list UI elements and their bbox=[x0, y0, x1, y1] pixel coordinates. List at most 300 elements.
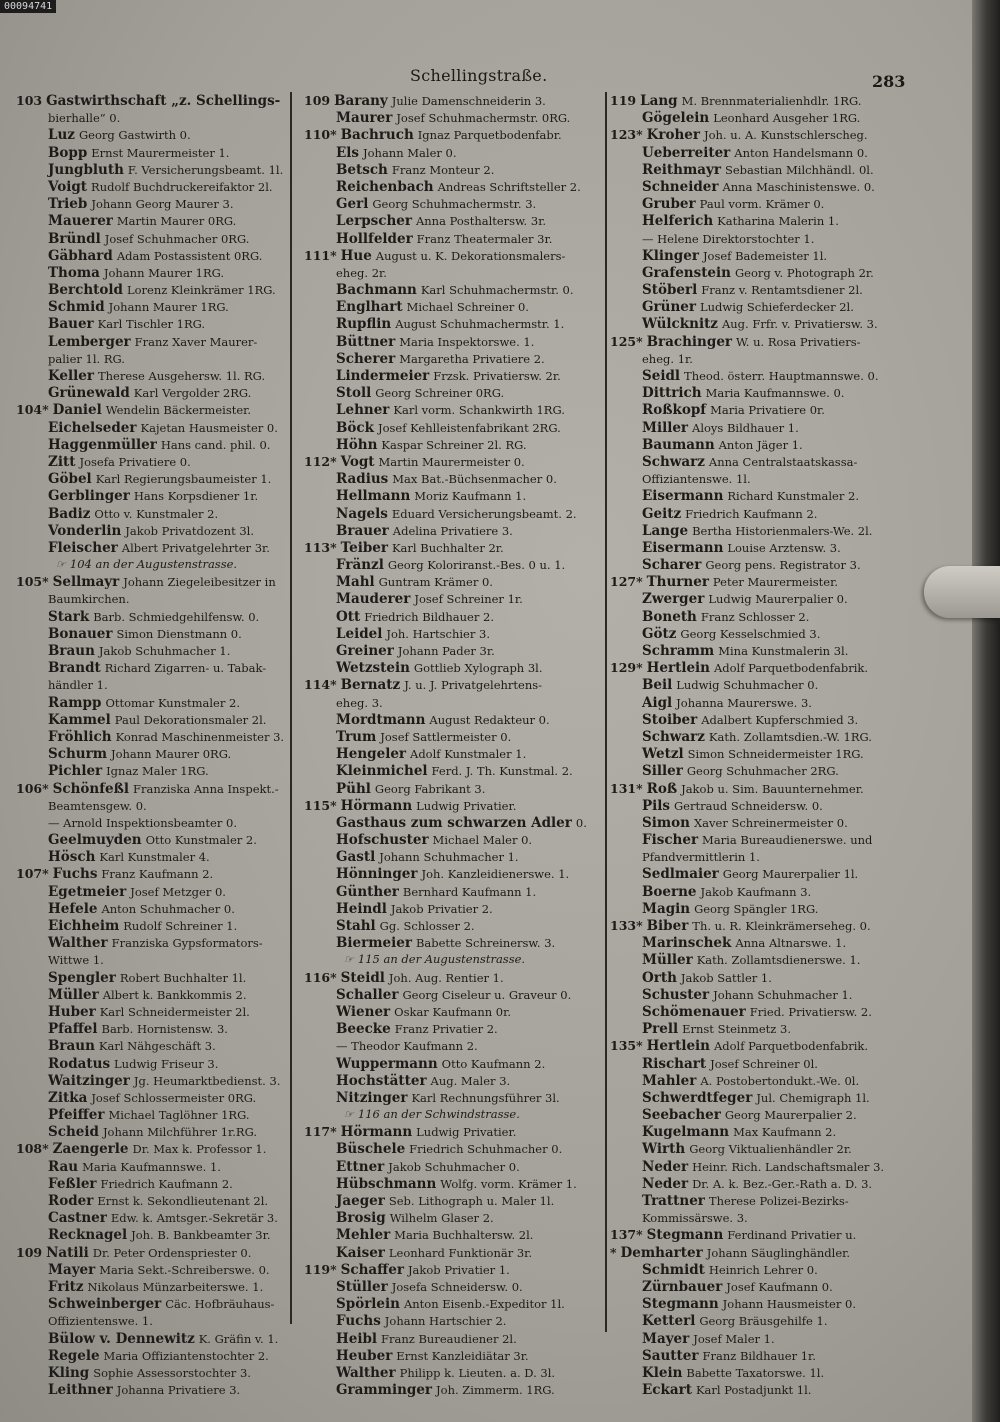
resident-name: Grafenstein bbox=[642, 264, 731, 281]
resident-name: Klein bbox=[642, 1364, 683, 1381]
resident-name: Roß bbox=[646, 780, 678, 797]
resident-name: Gerblinger bbox=[48, 488, 130, 505]
entry-details: F. Versicherungsbeamt. 1l. bbox=[127, 162, 284, 177]
directory-entry bbox=[16, 247, 292, 264]
entry-details: Louise Arztensw. 3. bbox=[727, 540, 841, 555]
entry-details: Michael Maler 0. bbox=[432, 833, 533, 848]
resident-name: Wirth bbox=[642, 1141, 686, 1158]
directory-entry bbox=[304, 367, 606, 384]
resident-name: Hörmann bbox=[340, 1124, 413, 1141]
directory-entry bbox=[610, 161, 930, 178]
entry-details: Josef Bademeister 1l. bbox=[702, 248, 828, 263]
entry-details: Josef Kaufmann 0. bbox=[726, 1279, 833, 1294]
entry-details: August u. K. Dekorationsmalers- bbox=[375, 248, 566, 263]
directory-entry bbox=[16, 814, 292, 831]
resident-name: Zitt bbox=[48, 453, 76, 470]
resident-name: Büschele bbox=[336, 1141, 406, 1158]
resident-name: Gerl bbox=[336, 196, 369, 213]
entry-details: Johann Maurer 0RG. bbox=[110, 747, 232, 762]
resident-name: Zürnbauer bbox=[642, 1278, 723, 1295]
directory-entry bbox=[16, 281, 292, 298]
entry-details: Karl Regierungsbaumeister 1. bbox=[95, 472, 272, 487]
entry-details: Karl Buchhalter 2r. bbox=[391, 540, 504, 555]
resident-name: Günther bbox=[336, 883, 399, 900]
directory-entry bbox=[610, 1278, 930, 1295]
resident-name: Eckart bbox=[642, 1382, 692, 1399]
directory-entry bbox=[16, 1037, 292, 1054]
resident-name: Aigl bbox=[642, 694, 673, 711]
entry-details: Anton Eisenb.-Expeditor 1l. bbox=[403, 1297, 565, 1312]
entry-details: Josef Schuhmacher 0RG. bbox=[104, 231, 250, 246]
directory-entry bbox=[610, 969, 930, 986]
reference-label: 00094741 bbox=[0, 0, 56, 13]
directory-entry bbox=[610, 1209, 930, 1226]
directory-entry bbox=[16, 92, 292, 109]
entry-details: Michael Taglöhner 1RG. bbox=[108, 1108, 250, 1123]
directory-entry bbox=[304, 694, 606, 711]
directory-entry bbox=[16, 470, 292, 487]
column-3 bbox=[610, 92, 930, 1398]
directory-entry bbox=[610, 1175, 930, 1192]
entry-details: Josef Maler 1. bbox=[693, 1331, 775, 1346]
directory-entry bbox=[16, 797, 292, 814]
directory-entry bbox=[610, 470, 930, 487]
resident-name: Natili bbox=[46, 1244, 89, 1261]
directory-entry bbox=[16, 401, 292, 418]
resident-name: Hefele bbox=[48, 900, 98, 917]
entry-details: Rudolf Schreiner 1. bbox=[123, 919, 238, 933]
resident-name: Trum bbox=[336, 728, 377, 745]
directory-entry bbox=[304, 1089, 606, 1106]
directory-entry bbox=[16, 1020, 292, 1037]
resident-name: Gastl bbox=[336, 849, 376, 866]
directory-entry bbox=[610, 1123, 930, 1140]
directory-entry bbox=[16, 1055, 292, 1072]
directory-entry bbox=[304, 1312, 606, 1329]
resident-name: Pichler bbox=[48, 763, 103, 780]
directory-entry bbox=[16, 694, 292, 711]
house-number: 119* bbox=[304, 1261, 337, 1277]
entry-details: — Theodor Kaufmann 2. bbox=[336, 1039, 478, 1054]
entry-details: Sebastian Milchhändl. 0l. bbox=[724, 162, 874, 177]
entry-details: Guntram Krämer 0. bbox=[378, 575, 493, 590]
resident-name: Mehler bbox=[336, 1227, 391, 1244]
resident-name: Schwarz bbox=[642, 728, 705, 745]
entry-details: Adelina Privatiere 3. bbox=[392, 523, 513, 538]
entry-details: Johann Maurer 1RG. bbox=[103, 265, 225, 280]
directory-entry bbox=[304, 1364, 606, 1381]
resident-name: Lerpscher bbox=[336, 213, 412, 230]
directory-entry bbox=[610, 608, 930, 625]
resident-name: Thurner bbox=[646, 574, 709, 591]
entry-details: Georg v. Photograph 2r. bbox=[734, 265, 874, 280]
resident-name: Pfeiffer bbox=[48, 1107, 105, 1124]
resident-name: Lehner bbox=[336, 402, 390, 419]
directory-entry bbox=[610, 814, 930, 831]
directory-entry bbox=[16, 1278, 292, 1295]
entry-details: Franziska Anna Inspekt.- bbox=[133, 781, 279, 796]
directory-entry bbox=[610, 1364, 930, 1381]
resident-name: Reithmayr bbox=[642, 161, 721, 178]
entry-details: W. u. Rosa Privatiers- bbox=[736, 334, 861, 349]
resident-name: Waitzinger bbox=[48, 1072, 130, 1089]
directory-entry bbox=[610, 573, 930, 590]
entry-details: Maria Privatiere 0r. bbox=[710, 403, 825, 418]
directory-entry bbox=[16, 608, 292, 625]
entry-details: Josef Schlossermeister 0RG. bbox=[91, 1090, 257, 1105]
directory-entry bbox=[610, 1312, 930, 1329]
entry-details: Johann Ziegeleibesitzer in bbox=[123, 575, 276, 590]
directory-entry bbox=[304, 969, 606, 986]
resident-name: Egetmeier bbox=[48, 883, 127, 900]
resident-name: Eisermann bbox=[642, 539, 724, 556]
resident-name: Seebacher bbox=[642, 1107, 721, 1124]
directory-entry bbox=[16, 230, 292, 247]
entry-details: eheg. 2r. bbox=[336, 265, 387, 280]
resident-name: Böck bbox=[336, 419, 374, 436]
entry-details: Simon Schneidermeister 1RG. bbox=[687, 747, 864, 762]
directory-entry bbox=[304, 1261, 606, 1278]
entry-details: Philipp k. Lieuten. a. D. 3l. bbox=[399, 1365, 556, 1380]
resident-name: Siller bbox=[642, 763, 683, 780]
directory-entry bbox=[610, 522, 930, 539]
entry-details: Franz Xaver Maurer- bbox=[134, 334, 258, 349]
directory-entry bbox=[16, 1295, 292, 1312]
resident-name: Gasthaus zum schwarzen Adler bbox=[336, 814, 572, 831]
entry-details: Dr. A. k. Bez.-Ger.-Rath a. D. 3. bbox=[692, 1176, 873, 1191]
resident-name: Nagels bbox=[336, 505, 388, 522]
pointing-hand-icon: ☞ bbox=[56, 558, 66, 572]
entry-details: Ernst Maurermeister 1. bbox=[91, 145, 230, 160]
resident-name: Baumann bbox=[642, 436, 715, 453]
house-number: 108* bbox=[16, 1141, 49, 1157]
directory-entry bbox=[610, 1244, 930, 1261]
directory-entry bbox=[610, 728, 930, 745]
house-number: 114* bbox=[304, 677, 337, 693]
entry-details: Johann Pader 3r. bbox=[397, 644, 495, 658]
resident-name: Brosig bbox=[336, 1210, 386, 1227]
resident-name: Mordtmann bbox=[336, 711, 426, 728]
entry-details: Georg Schreiner 0RG. bbox=[375, 386, 505, 401]
directory-entry bbox=[16, 642, 292, 659]
resident-name: Barany bbox=[334, 93, 388, 109]
resident-name: Spengler bbox=[48, 969, 116, 986]
resident-name: Englhart bbox=[336, 299, 403, 316]
directory-entry bbox=[304, 1192, 606, 1209]
resident-name: Jungbluth bbox=[48, 161, 124, 178]
directory-entry bbox=[16, 865, 292, 882]
directory-entry bbox=[304, 762, 606, 779]
directory-entry bbox=[16, 1089, 292, 1106]
entry-details: Sophie Assessorstochter 3. bbox=[93, 1365, 251, 1380]
entry-details: Gertraud Schneidersw. 0. bbox=[674, 798, 823, 813]
house-number: 127* bbox=[610, 574, 643, 590]
directory-entry bbox=[610, 487, 930, 504]
entry-details: Johann Maler 0. bbox=[363, 145, 457, 160]
entry-details: Moriz Kaufmann 1. bbox=[414, 489, 527, 504]
entry-details: Barb. Hornistensw. 3. bbox=[101, 1022, 228, 1037]
directory-entry bbox=[304, 1347, 606, 1364]
directory-entry bbox=[304, 92, 606, 109]
directory-entry bbox=[610, 556, 930, 573]
entry-details: Ignaz Maler 1RG. bbox=[106, 764, 209, 779]
resident-name: Lindermeier bbox=[336, 368, 430, 384]
entry-details: Friedrich Bildhauer 2. bbox=[364, 609, 494, 624]
entry-details: Georg Viktualienhändler 2r. bbox=[689, 1142, 852, 1157]
entry-details: Margaretha Privatiere 2. bbox=[399, 351, 545, 366]
resident-name: Ketterl bbox=[642, 1313, 696, 1330]
resident-name: Schweinberger bbox=[48, 1296, 162, 1313]
directory-entry bbox=[610, 195, 930, 212]
entry-details: Kaspar Schreiner 2l. RG. bbox=[381, 437, 527, 452]
resident-name: Thoma bbox=[48, 264, 100, 281]
entry-details: Anna Altnarswe. 1. bbox=[735, 936, 847, 951]
resident-name: Beil bbox=[642, 677, 673, 694]
entry-details: August Redakteur 0. bbox=[429, 712, 550, 727]
house-number: * bbox=[610, 1244, 617, 1260]
resident-name: Magin bbox=[642, 900, 691, 917]
entry-details: Jg. Heumarktbedienst. 3. bbox=[133, 1073, 281, 1088]
resident-name: Wülcknitz bbox=[642, 316, 718, 333]
directory-entry bbox=[16, 144, 292, 161]
directory-entry bbox=[16, 264, 292, 281]
note-text: 116 an der Schwindstrasse. bbox=[357, 1107, 520, 1122]
directory-entry bbox=[610, 264, 930, 281]
directory-entry bbox=[304, 797, 606, 814]
directory-entry bbox=[16, 315, 292, 332]
directory-entry bbox=[610, 178, 930, 195]
resident-name: Dittrich bbox=[642, 385, 702, 402]
resident-name: Ettner bbox=[336, 1158, 385, 1175]
directory-entry bbox=[304, 573, 606, 590]
directory-entry bbox=[304, 676, 606, 693]
entry-details: Joh. B. Bankbeamter 3r. bbox=[131, 1228, 271, 1243]
resident-name: Biermeier bbox=[336, 935, 412, 952]
resident-name: Prell bbox=[642, 1021, 679, 1038]
entry-details: Cäc. Hofbräuhaus- bbox=[165, 1297, 275, 1312]
entry-details: Mina Kunstmalerin 3l. bbox=[718, 644, 849, 658]
directory-entry bbox=[610, 848, 930, 865]
entry-details: Franz Bureaudiener 2l. bbox=[381, 1331, 517, 1346]
entry-details: — Arnold Inspektionsbeamter 0. bbox=[48, 815, 237, 830]
resident-name: Schwerdtfeger bbox=[642, 1089, 753, 1106]
resident-name: Pühl bbox=[336, 780, 371, 797]
directory-entry bbox=[304, 865, 606, 882]
directory-entry bbox=[304, 1209, 606, 1226]
resident-name: Vonderlin bbox=[48, 522, 122, 539]
entry-details: Max Kaufmann 2. bbox=[733, 1125, 837, 1140]
street-note bbox=[304, 1106, 606, 1123]
directory-entry bbox=[16, 1158, 292, 1175]
directory-entry bbox=[16, 659, 292, 676]
book-spine bbox=[972, 0, 1000, 1422]
directory-entry bbox=[610, 934, 930, 951]
entry-details: Georg Bräusgehilfe 1. bbox=[699, 1314, 828, 1329]
entry-details: Adalbert Kupferschmied 3. bbox=[701, 712, 859, 727]
resident-name: Gastwirthschaft „z. Schellings- bbox=[46, 93, 281, 109]
entry-details: Ludwig Schuhmacher 0. bbox=[676, 678, 819, 693]
resident-name: Scharer bbox=[642, 557, 702, 574]
directory-entry bbox=[304, 728, 606, 745]
directory-entry bbox=[610, 865, 930, 882]
directory-entry bbox=[16, 505, 292, 522]
house-number: 125* bbox=[610, 333, 643, 349]
directory-entry bbox=[610, 126, 930, 143]
directory-entry bbox=[16, 917, 292, 934]
entry-details: Maria Offiziantenstochter 2. bbox=[103, 1348, 269, 1363]
directory-entry bbox=[610, 625, 930, 642]
entry-details: Anton Schuhmacher 0. bbox=[101, 901, 235, 916]
directory-entry bbox=[304, 780, 606, 797]
entry-details: Jakob Schuhmacher 0. bbox=[388, 1159, 520, 1174]
resident-name: Leithner bbox=[48, 1382, 113, 1399]
house-number: 109 bbox=[16, 1244, 43, 1260]
resident-name: Stark bbox=[48, 608, 90, 625]
page-tab bbox=[924, 566, 1000, 618]
directory-entry bbox=[16, 126, 292, 143]
directory-entry bbox=[16, 109, 292, 126]
directory-entry bbox=[16, 1261, 292, 1278]
resident-name: Götz bbox=[642, 625, 677, 642]
entry-details: Karl Rechnungsführer 3l. bbox=[411, 1090, 560, 1105]
house-number: 107* bbox=[16, 866, 49, 882]
directory-entry bbox=[304, 1278, 606, 1295]
resident-name: Bründl bbox=[48, 230, 101, 247]
directory-entry bbox=[610, 1158, 930, 1175]
entry-details: Therese Ausgehersw. 1l. RG. bbox=[97, 369, 266, 383]
entry-details: Xaver Schreinermeister 0. bbox=[693, 815, 848, 830]
entry-details: Johann Hausmeister 0. bbox=[722, 1297, 856, 1312]
entry-details: Simon Dienstmann 0. bbox=[116, 626, 242, 641]
directory-entry bbox=[304, 883, 606, 900]
directory-entry bbox=[16, 1312, 292, 1329]
resident-name: Lang bbox=[640, 93, 678, 109]
entry-details: Franz Schlosser 2. bbox=[700, 609, 810, 624]
directory-entry bbox=[304, 281, 606, 298]
resident-name: Gruber bbox=[642, 196, 696, 213]
resident-name: Lange bbox=[642, 522, 689, 539]
resident-name: Wuppermann bbox=[336, 1055, 438, 1072]
resident-name: Hochstätter bbox=[336, 1072, 427, 1089]
directory-entry bbox=[610, 1072, 930, 1089]
entry-details: Johann Schuhmacher 1. bbox=[713, 987, 853, 1002]
resident-name: Mauderer bbox=[336, 591, 411, 608]
resident-name: Leidel bbox=[336, 625, 383, 642]
resident-name: Grünewald bbox=[48, 385, 130, 402]
directory-entry bbox=[304, 848, 606, 865]
resident-name: Rampp bbox=[48, 694, 102, 711]
entry-details: Johann Georg Maurer 3. bbox=[91, 197, 234, 212]
directory-entry bbox=[610, 230, 930, 247]
entry-details: Aloys Bildhauer 1. bbox=[692, 420, 799, 435]
resident-name: Stoll bbox=[336, 385, 372, 402]
entry-details: Katharina Malerin 1. bbox=[717, 214, 839, 229]
entry-details: Josef Schreiner 1r. bbox=[414, 592, 523, 607]
entry-details: Ernst Steinmetz 3. bbox=[682, 1022, 791, 1037]
directory-entry bbox=[16, 900, 292, 917]
resident-name: Marinschek bbox=[642, 935, 732, 952]
resident-name: Mayer bbox=[48, 1261, 96, 1278]
directory-entry bbox=[304, 247, 606, 264]
resident-name: Bachruch bbox=[340, 127, 414, 144]
directory-entry bbox=[304, 195, 606, 212]
entry-details: Beamtensgew. 0. bbox=[48, 798, 147, 813]
resident-name: Bopp bbox=[48, 144, 88, 161]
directory-entry bbox=[16, 178, 292, 195]
entry-details: Karl Nähgeschäft 3. bbox=[98, 1039, 216, 1054]
directory-entry bbox=[304, 1226, 606, 1243]
resident-name: Trieb bbox=[48, 196, 88, 213]
entry-details: Georg Schuhmacher 2RG. bbox=[686, 764, 839, 779]
directory-entry bbox=[304, 109, 606, 126]
house-number: 103 bbox=[16, 93, 43, 108]
directory-entry bbox=[304, 1158, 606, 1175]
resident-name: Boerne bbox=[642, 883, 697, 900]
house-number: 105* bbox=[16, 574, 49, 590]
resident-name: Heibl bbox=[336, 1330, 378, 1347]
entry-details: Georg Maurerpalier 2. bbox=[724, 1108, 857, 1123]
resident-name: Müller bbox=[642, 952, 693, 969]
entry-details: Julie Damenschneiderin 3. bbox=[391, 94, 546, 108]
street-note bbox=[16, 556, 292, 573]
house-number: 115* bbox=[304, 797, 337, 813]
resident-name: Roder bbox=[48, 1193, 94, 1209]
resident-name: Wiener bbox=[336, 1003, 391, 1020]
entry-details: Albert Privatgelehrter 3r. bbox=[121, 540, 270, 555]
resident-name: Radius bbox=[336, 471, 389, 488]
pointing-hand-icon: ☞ bbox=[344, 1108, 354, 1122]
directory-entry bbox=[304, 230, 606, 247]
house-number: 110* bbox=[304, 127, 337, 143]
entry-details: Anna Posthaltersw. 3r. bbox=[415, 214, 547, 229]
directory-entry bbox=[304, 298, 606, 315]
entry-details: Ernst k. Sekondlieutenant 2l. bbox=[97, 1194, 269, 1208]
directory-entry bbox=[16, 1106, 292, 1123]
resident-name: Greiner bbox=[336, 643, 394, 659]
directory-entry bbox=[610, 745, 930, 762]
directory-entry bbox=[16, 453, 292, 470]
directory-entry bbox=[610, 1003, 930, 1020]
directory-entry bbox=[16, 1192, 292, 1209]
directory-entry bbox=[16, 1364, 292, 1381]
directory-entry bbox=[16, 1140, 292, 1157]
entry-details: Anna Maschinistenswe. 0. bbox=[722, 179, 875, 194]
directory-entry bbox=[610, 1330, 930, 1347]
entry-details: Georg Gastwirth 0. bbox=[78, 128, 191, 143]
directory-entry bbox=[610, 711, 930, 728]
entry-details: Ferd. J. Th. Kunstmal. 2. bbox=[431, 764, 573, 779]
entry-details: Johann Hartschier 2. bbox=[384, 1314, 507, 1329]
entry-details: Gg. Schlosser 2. bbox=[379, 919, 475, 933]
entry-details: Karl Vergolder 2RG. bbox=[133, 386, 252, 401]
resident-name: Kugelmann bbox=[642, 1124, 730, 1141]
house-number: 119 bbox=[610, 93, 637, 108]
resident-name: Ott bbox=[336, 608, 361, 625]
resident-name: Heindl bbox=[336, 900, 387, 917]
resident-name: Mahler bbox=[642, 1072, 697, 1089]
resident-name: Schaffer bbox=[340, 1261, 404, 1278]
column-2 bbox=[304, 92, 606, 1398]
entry-details: Franz Theatermaler 3r. bbox=[416, 231, 553, 246]
entry-details: Aug. Maler 3. bbox=[430, 1073, 511, 1088]
directory-entry bbox=[16, 333, 292, 350]
directory-entry bbox=[610, 453, 930, 470]
entry-details: Josef Kehlleistenfabrikant 2RG. bbox=[377, 420, 561, 435]
entry-details: Wittwe 1. bbox=[48, 953, 104, 968]
resident-name: Schramm bbox=[642, 643, 715, 659]
directory-entry bbox=[304, 1123, 606, 1140]
directory-entry bbox=[16, 625, 292, 642]
